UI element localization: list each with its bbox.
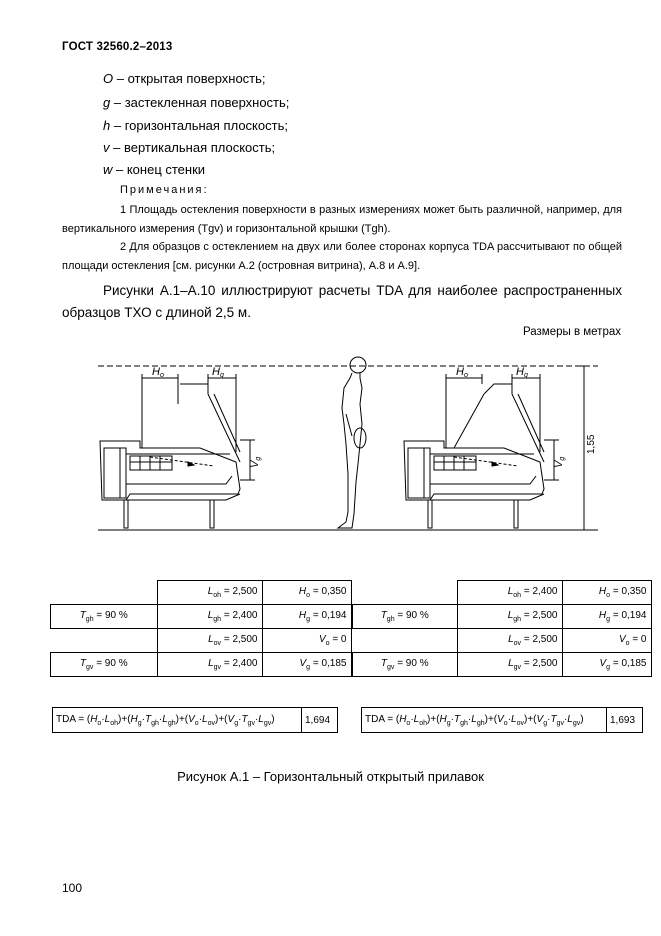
note-1: 1 Площадь остекления поверхности в разных измерениях может быть различной, например, для вертикального измерения (Tgv) и горизонтальной крышки (Tgh). — [62, 204, 622, 235]
right-ho-label: Ho — [456, 366, 468, 379]
document-header: ГОСТ 32560.2–2013 — [62, 41, 173, 53]
right-counter — [404, 366, 589, 530]
table-row: TDA = $(H_o\cdot L_{oh})+(H_g\cdot T_{gh}\cdot L_{gh})+(V_o\cdot L_{ov})+(V_g\cdot T_{gv}\cdot L_{gv})$ 1,694 — [53, 708, 338, 733]
definition-v: v – вертикальная плоскость; — [103, 140, 276, 155]
left-hg-label: Hg — [212, 366, 224, 379]
note-2: 2 Для образцов с остеклением на двух или более сторонах корпуса TDA рассчитывают по общей площади остекления [см. рисунки А.2 (островная витрина), А.8 и А.9]. — [62, 241, 622, 272]
definition-w: w – конец стенки — [103, 162, 206, 177]
display-case-drawing — [90, 344, 610, 544]
right-vg-label: Vg — [553, 456, 566, 468]
left-vg-label: Vg — [249, 456, 262, 468]
table-row: $T_{gv} = 90$ % $L_{gv} = 2,400$ $V_g = 0,185$ — [51, 653, 352, 677]
height-label: 1,55 — [586, 434, 597, 454]
left-counter — [100, 374, 255, 528]
figure-caption: Рисунок А.1 – Горизонтальный открытый прилавок — [177, 769, 484, 784]
table-row: $L_{oh} = 2,400$ $H_o = 0,350$ — [353, 581, 652, 605]
table-row: $T_{gv} = 90$ % $L_{gv} = 2,500$ $V_g = 0,185$ — [353, 653, 652, 677]
table-row: $L_{oh} = 2,500$ $H_o = 0,350$ — [51, 581, 352, 605]
table-row: $T_{gh} = 90$ % $L_{gh} = 2,400$ $H_g = 0,194$ — [51, 605, 352, 629]
table-row: $L_{ov} = 2,500$ $V_o = 0$ — [51, 629, 352, 653]
right-tda-value: 1,693 — [607, 708, 643, 733]
page-number: 100 — [62, 881, 83, 895]
table-row: TDA = $(H_o\cdot L_{oh})+(H_g\cdot T_{gh}\cdot L_{gh})+(V_o\cdot L_{ov})+(V_g\cdot T_{gv}\cdot L_{gv})$ 1,693 — [362, 708, 643, 733]
left-ho-label: Ho — [152, 366, 164, 379]
dimensions-note: Размеры в метрах — [522, 326, 621, 338]
note-heading: Примечания: — [120, 184, 209, 196]
left-tda-value: 1,694 — [302, 708, 338, 733]
definition-h: h – горизонтальная плоскость; — [103, 118, 288, 133]
definition-g: g – застекленная поверхность; — [103, 95, 290, 110]
right-parameter-table — [352, 580, 652, 677]
person-silhouette — [338, 357, 366, 528]
definition-o: O – открытая поверхность; — [103, 71, 266, 86]
table-row: $L_{ov} = 2,500$ $V_o = 0$ — [353, 629, 652, 653]
table-row: $T_{gh} = 90$ % $L_{gh} = 2,500$ $H_g = 0,194$ — [353, 605, 652, 629]
left-parameter-table — [50, 580, 352, 677]
left-tda-formula — [52, 707, 338, 733]
right-hg-label: Hg — [516, 366, 528, 379]
intro-paragraph: Рисунки А.1–А.10 иллюстрируют расчеты TDA для наиболее распространенных образцов ТХО с длиной 2,5 м. — [62, 283, 622, 320]
right-tda-formula — [361, 707, 643, 733]
